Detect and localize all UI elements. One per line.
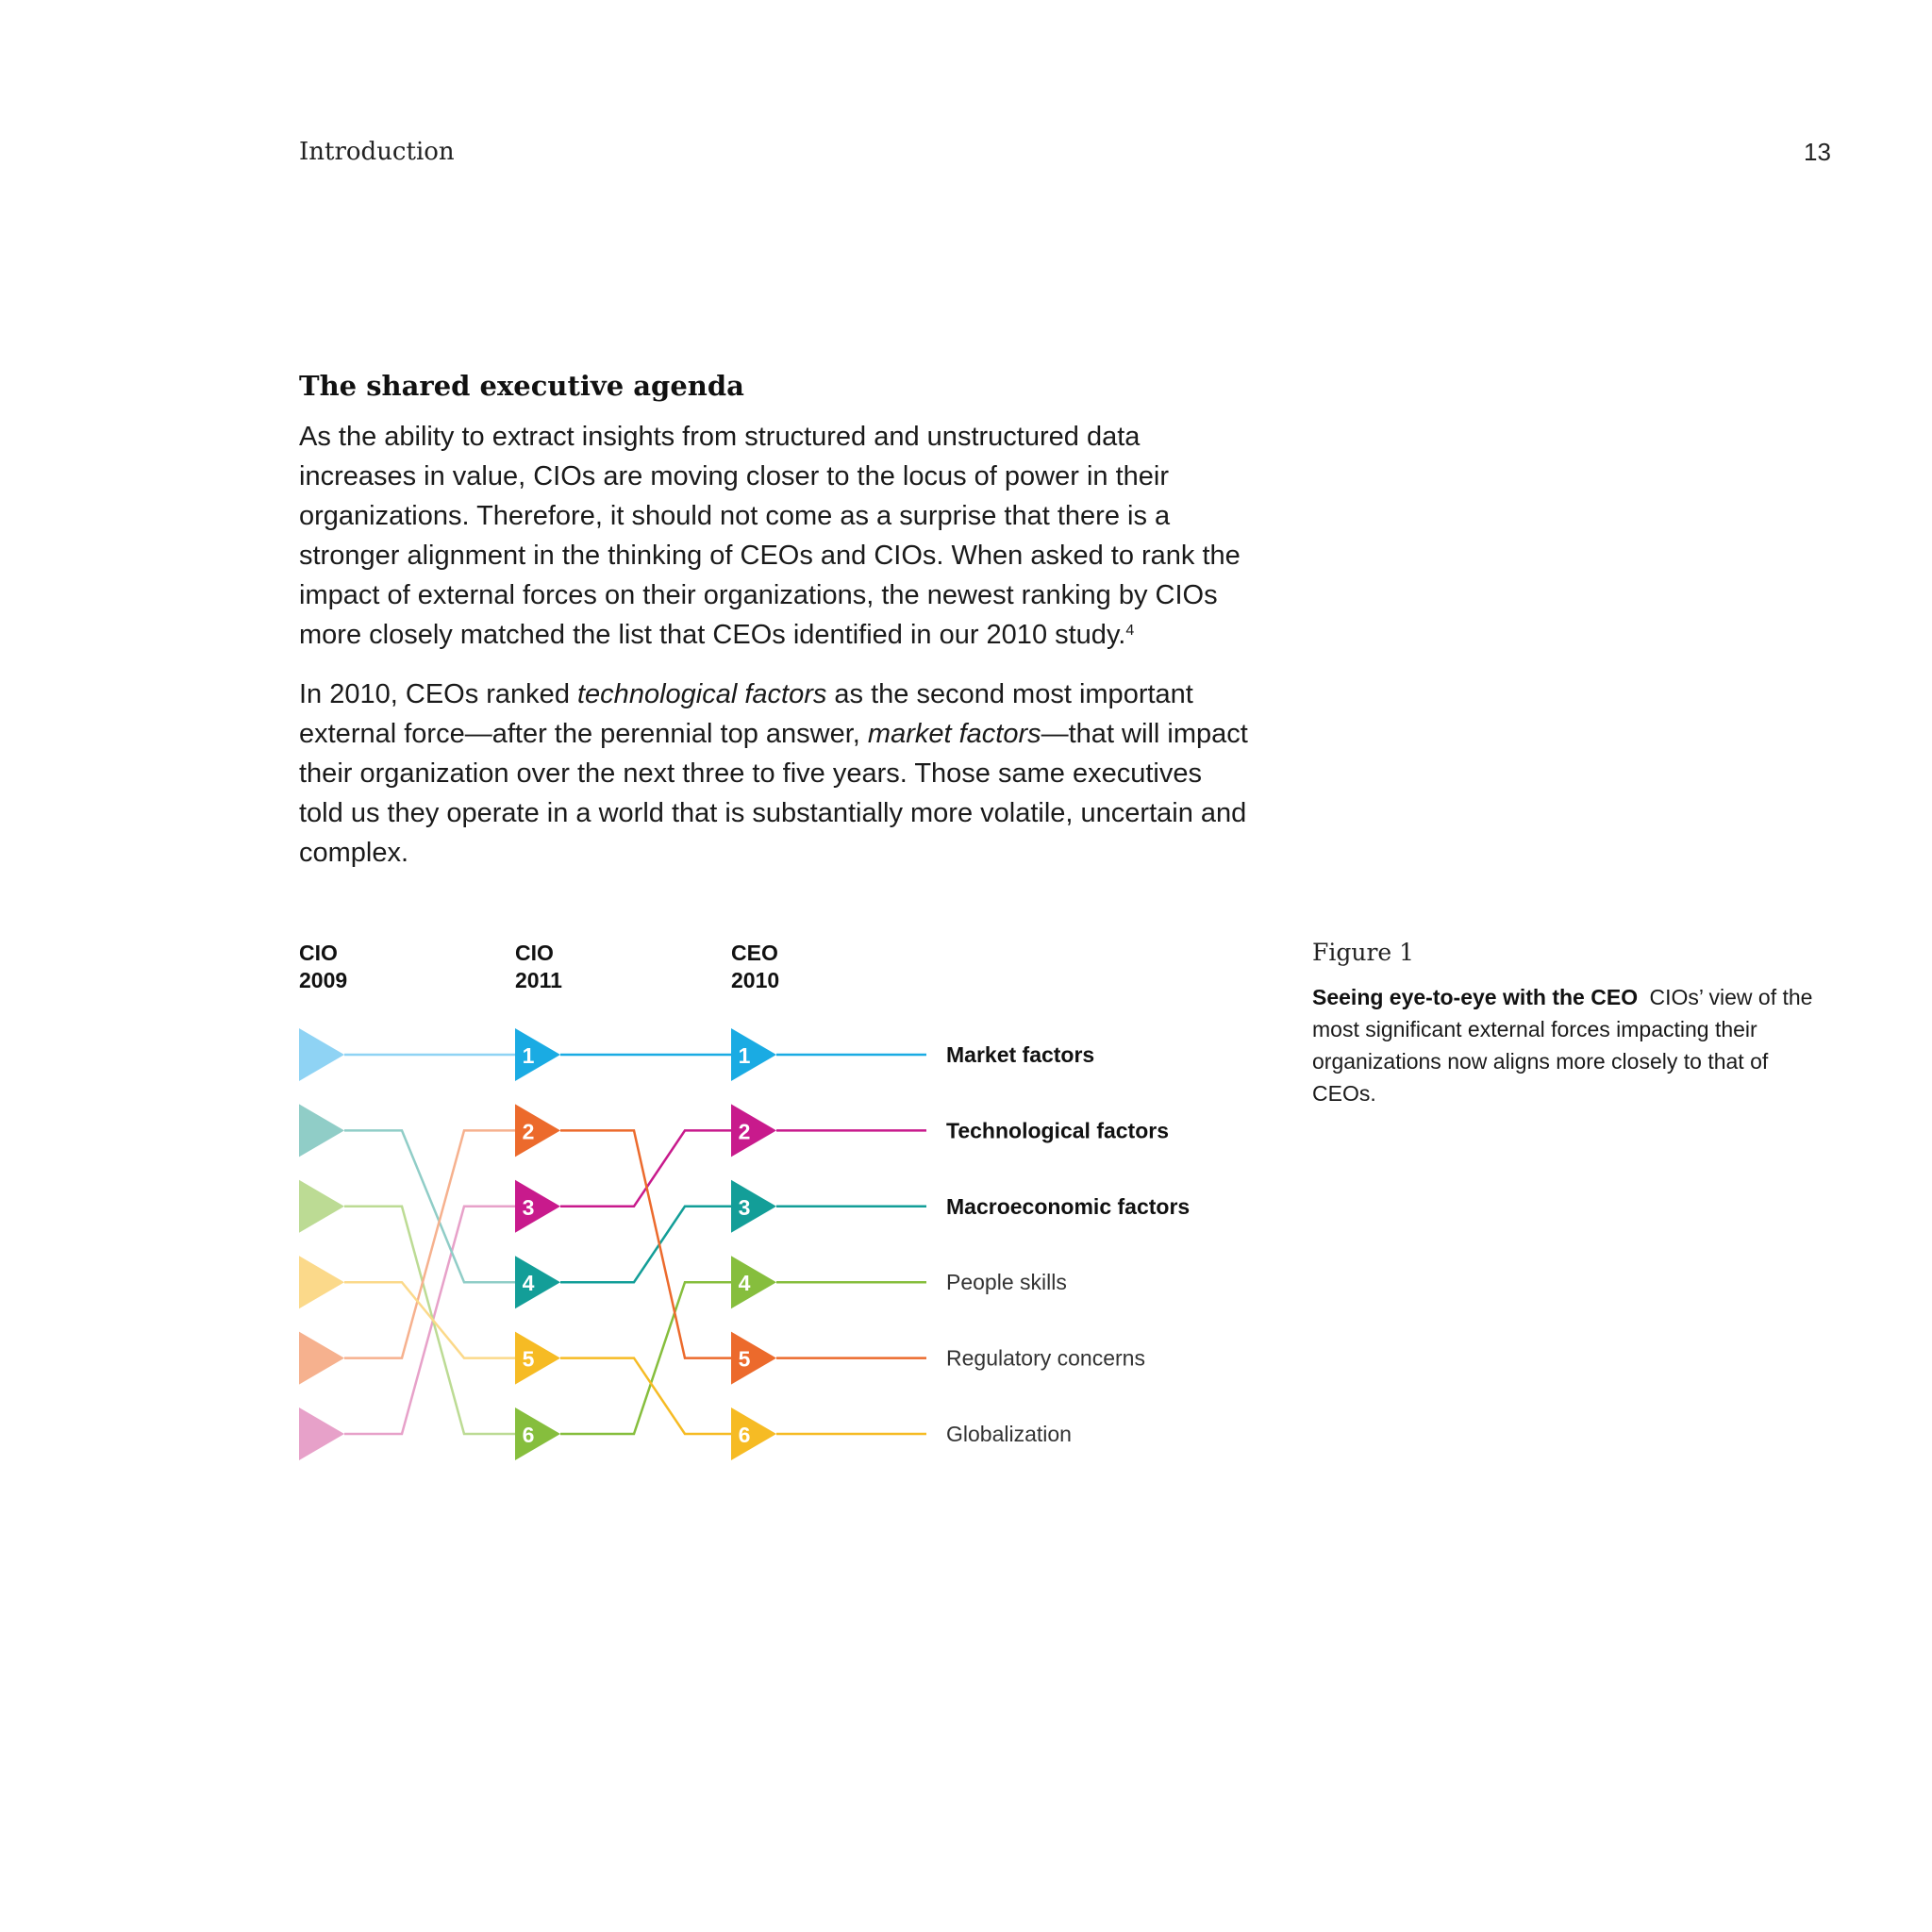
footnote-ref[interactable]: 4	[1125, 623, 1135, 639]
rank-number: 2	[522, 1119, 535, 1144]
paragraph-2-text-a: In 2010, CEOs ranked	[299, 679, 577, 709]
factor-label: People skills	[946, 1270, 1067, 1295]
figure-caption-title: Seeing eye-to-eye with the CEO	[1312, 985, 1639, 1009]
figure-caption-text: CIOs’ view of the most significant external forces impacting their organizations now aligns more closely to that of CEOs.	[1312, 985, 1813, 1106]
column-header-line1: CEO	[731, 941, 778, 965]
connector-line-2011-2010	[560, 1207, 731, 1282]
rank-triangle-marker	[299, 1256, 344, 1308]
connector-line-2009-2011	[344, 1282, 515, 1357]
rank-number: 6	[738, 1423, 751, 1447]
factor-label: Regulatory concerns	[946, 1345, 1145, 1371]
figure-label: Figure 1	[1312, 939, 1415, 966]
rank-number: 4	[522, 1271, 535, 1296]
rank-triangle-marker	[299, 1180, 344, 1233]
rank-number: 3	[522, 1194, 535, 1220]
column-header-line2: 2010	[731, 968, 780, 992]
section-title: Introduction	[299, 138, 455, 166]
rank-number: 5	[522, 1346, 535, 1372]
paragraph-2-italic-a: technological factors	[577, 679, 827, 709]
connector-line-2011-2010	[560, 1130, 731, 1357]
paragraph-2-text-c: —that will impact their organization over the next three to five years. Those same executives told us they operate in a world that is substantially more volatile, uncertain and complex.	[299, 719, 1248, 868]
rank-triangle-marker	[299, 1028, 344, 1081]
page-number: 13	[1804, 138, 1831, 166]
rank-number: 6	[522, 1423, 535, 1447]
figure-caption	[1312, 981, 1822, 1109]
rank-triangle-marker	[299, 1104, 344, 1157]
rank-number: 1	[738, 1043, 751, 1068]
article-heading: The shared executive agenda	[299, 370, 744, 402]
column-header-line2: 2011	[515, 968, 562, 992]
column-header-line1: CIO	[515, 941, 554, 965]
factor-label: Globalization	[946, 1422, 1072, 1446]
rank-number: 5	[738, 1346, 751, 1372]
factor-label: Market factors	[946, 1042, 1095, 1067]
rank-markers	[299, 1028, 776, 1460]
rank-triangle-marker	[299, 1332, 344, 1385]
paragraph-2-text-b: as the second most important external force—after the perennial top answer,	[299, 679, 1193, 749]
rank-number: 1	[522, 1043, 535, 1068]
factor-labels	[946, 1042, 1190, 1446]
column-header-line1: CIO	[299, 941, 338, 965]
factor-label: Technological factors	[946, 1118, 1170, 1143]
rank-number: 3	[738, 1194, 751, 1220]
rank-number: 2	[738, 1119, 751, 1144]
connector-line-2011-2010	[560, 1130, 731, 1206]
rank-number: 4	[738, 1271, 751, 1296]
connector-line-2009-2011	[344, 1130, 515, 1357]
rank-triangle-marker	[299, 1407, 344, 1460]
connector-lines	[344, 1055, 926, 1434]
connector-line-2009-2011	[344, 1207, 515, 1434]
paragraph-1-text: As the ability to extract insights from structured and unstructured data increases in value, CIOs are moving closer to the locus of power in their organizations. Therefore, it should not come as a surprise that there is a stronger alignment in the thinking of CEOs and CIOs. When asked to rank the impact of external forces on their organizations, the newest ranking by CIOs more closely matched the list that CEOs identified in our 2010 study.	[299, 422, 1241, 650]
factor-label: Macroeconomic factors	[946, 1193, 1191, 1219]
connector-line-2009-2011	[344, 1207, 515, 1434]
column-header-line2: 2009	[299, 968, 348, 992]
paragraph-2-italic-b: market factors	[867, 719, 1041, 749]
